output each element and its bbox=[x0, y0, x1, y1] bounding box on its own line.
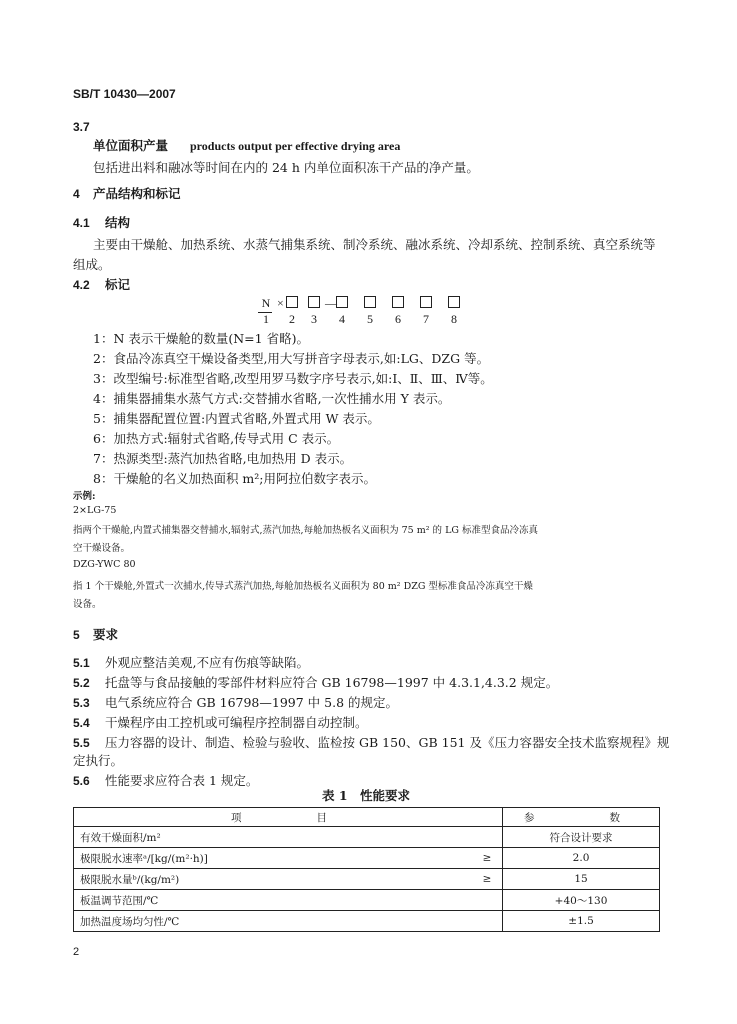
code-box-8 bbox=[448, 296, 460, 308]
row-ge bbox=[472, 911, 503, 932]
page-number: 2 bbox=[73, 946, 80, 958]
code-index: 6 bbox=[395, 312, 401, 326]
clause-number: 5.3 bbox=[73, 696, 90, 710]
term-definition: 包括进出料和融冰等时间在内的 24 h 内单位面积冻干产品的净产量。 bbox=[93, 160, 479, 175]
code-index: 2 bbox=[289, 312, 295, 326]
performance-table bbox=[73, 807, 660, 932]
clause-5-title: 要求 bbox=[93, 627, 119, 642]
clause-text: 托盘等与食品接触的零部件材料应符合 GB 16798—1997 中 4.3.1,4.3.2 规定。 bbox=[105, 675, 559, 690]
clause-text: 性能要求应符合表 1 规定。 bbox=[105, 773, 259, 788]
clause-text: 外观应整洁美观,不应有伤痕等缺陷。 bbox=[105, 655, 309, 670]
clause-number: 5.6 bbox=[73, 774, 90, 788]
row-name: 极限脱水量ᵇ/(kg/m²) bbox=[74, 869, 473, 890]
row-name: 极限脱水速率ᵃ/[kg/(m²·h)] bbox=[74, 848, 473, 869]
clause-text-continued: 定执行。 bbox=[73, 753, 124, 768]
clause-text: 干燥程序由工控机或可编程序控制器自动控制。 bbox=[105, 715, 368, 730]
code-box-5 bbox=[364, 296, 376, 308]
clause-4-2-title: 标记 bbox=[105, 277, 131, 292]
code-index: 4 bbox=[339, 312, 345, 326]
structure-text-line2: 组成。 bbox=[73, 257, 111, 272]
clause-4-title: 产品结构和标记 bbox=[93, 186, 181, 201]
clause-text: 电气系统应符合 GB 16798—1997 中 5.8 的规定。 bbox=[105, 695, 398, 710]
row-value: +40～130 bbox=[503, 890, 660, 911]
code-times: × bbox=[277, 296, 284, 310]
clause-text: 压力容器的设计、制造、检验与验收、监检按 GB 150、GB 151 及《压力容器安全技术监察规程》规 bbox=[105, 735, 670, 750]
code-index: 8 bbox=[451, 312, 457, 326]
example-1-line2: 空干燥设备。 bbox=[73, 543, 131, 554]
code-dash: — bbox=[325, 296, 337, 310]
row-value: 15 bbox=[503, 869, 660, 890]
standard-number: SB/T 10430—2007 bbox=[73, 87, 176, 101]
code-box-7 bbox=[420, 296, 432, 308]
table-header-item: 项 目 bbox=[74, 808, 503, 827]
code-index: 3 bbox=[311, 312, 317, 326]
clause-number: 5.1 bbox=[73, 656, 90, 670]
example-2-code: DZG-YWC 80 bbox=[73, 559, 136, 570]
code-index: 1 bbox=[263, 312, 269, 326]
row-ge bbox=[472, 890, 503, 911]
marking-item: 4：捕集器捕集水蒸气方式:交替捕水省略,一次性捕水用 Y 表示。 bbox=[93, 391, 451, 406]
row-value: 2.0 bbox=[503, 848, 660, 869]
marking-item: 5：捕集器配置位置:内置式省略,外置式用 W 表示。 bbox=[93, 411, 380, 426]
clause-4-1-number: 4.1 bbox=[73, 216, 90, 230]
table-row bbox=[74, 848, 660, 869]
code-box-6 bbox=[392, 296, 404, 308]
table-row bbox=[74, 869, 660, 890]
code-box-3 bbox=[308, 296, 320, 308]
code-index: 5 bbox=[367, 312, 373, 326]
row-value: ±1.5 bbox=[503, 911, 660, 932]
marking-item: 3：改型编号:标准型省略,改型用罗马数字序号表示,如:Ⅰ、Ⅱ、Ⅲ、Ⅳ等。 bbox=[93, 371, 493, 386]
example-1-code: 2×LG-75 bbox=[73, 505, 117, 516]
code-box-4 bbox=[336, 296, 348, 308]
clause-4-2-number: 4.2 bbox=[73, 278, 90, 292]
row-value: 符合设计要求 bbox=[503, 827, 660, 848]
clause-number: 5.2 bbox=[73, 676, 90, 690]
marking-item: 6：加热方式:辐射式省略,传导式用 C 表示。 bbox=[93, 431, 340, 446]
code-n: N bbox=[261, 296, 271, 310]
term-english: products output per effective drying area bbox=[190, 139, 401, 153]
marking-item: 7：热源类型:蒸汽加热省略,电加热用 D 表示。 bbox=[93, 451, 353, 466]
row-name: 板温调节范围/℃ bbox=[74, 890, 473, 911]
table-row bbox=[74, 911, 660, 932]
structure-text-line1: 主要由干燥舱、加热系统、水蒸气捕集系统、制冷系统、融冰系统、冷却系统、控制系统、真空系统等 bbox=[93, 237, 656, 252]
table-row bbox=[74, 890, 660, 911]
marking-item: 8：干燥舱的名义加热面积 m²;用阿拉伯数字表示。 bbox=[93, 471, 377, 486]
example-label: 示例: bbox=[73, 491, 96, 502]
row-ge: ≥ bbox=[472, 869, 503, 890]
example-1-line1: 指两个干燥舱,内置式捕集器交替捕水,辐射式,蒸汽加热,每舱加热板名义面积为 75 m² 的 LG 标准型食品冷冻真 bbox=[73, 525, 538, 536]
clause-4-number: 4 bbox=[73, 187, 80, 201]
clause-number: 5.5 bbox=[73, 736, 90, 750]
term-chinese: 单位面积产量 bbox=[93, 138, 169, 153]
clause-5-number: 5 bbox=[73, 628, 80, 642]
row-name: 加热温度场均匀性/℃ bbox=[74, 911, 473, 932]
row-ge: ≥ bbox=[472, 848, 503, 869]
example-2-line2: 设备。 bbox=[73, 599, 102, 610]
clause-4-1-title: 结构 bbox=[105, 215, 131, 230]
marking-code-symbols bbox=[255, 296, 465, 312]
marking-code-indices bbox=[255, 312, 465, 327]
clause-number: 5.4 bbox=[73, 716, 90, 730]
table-caption: 表 1 性能要求 bbox=[322, 788, 411, 803]
table-header-row bbox=[74, 808, 660, 827]
row-name: 有效干燥面积/m² bbox=[74, 827, 473, 848]
row-ge bbox=[472, 827, 503, 848]
marking-item: 1：N 表示干燥舱的数量(N=1 省略)。 bbox=[93, 331, 309, 346]
code-box-2 bbox=[286, 296, 298, 308]
clause-3-7-number: 3.7 bbox=[73, 120, 90, 134]
code-index: 7 bbox=[423, 312, 429, 326]
marking-item: 2：食品冷冻真空干燥设备类型,用大写拼音字母表示,如:LG、DZG 等。 bbox=[93, 351, 490, 366]
table-header-value: 参 数 bbox=[503, 808, 660, 827]
example-2-line1: 指 1 个干燥舱,外置式一次捕水,传导式蒸汽加热,每舱加热板名义面积为 80 m² DZG 型标准食品冷冻真空干燥 bbox=[73, 581, 533, 592]
table-row bbox=[74, 827, 660, 848]
